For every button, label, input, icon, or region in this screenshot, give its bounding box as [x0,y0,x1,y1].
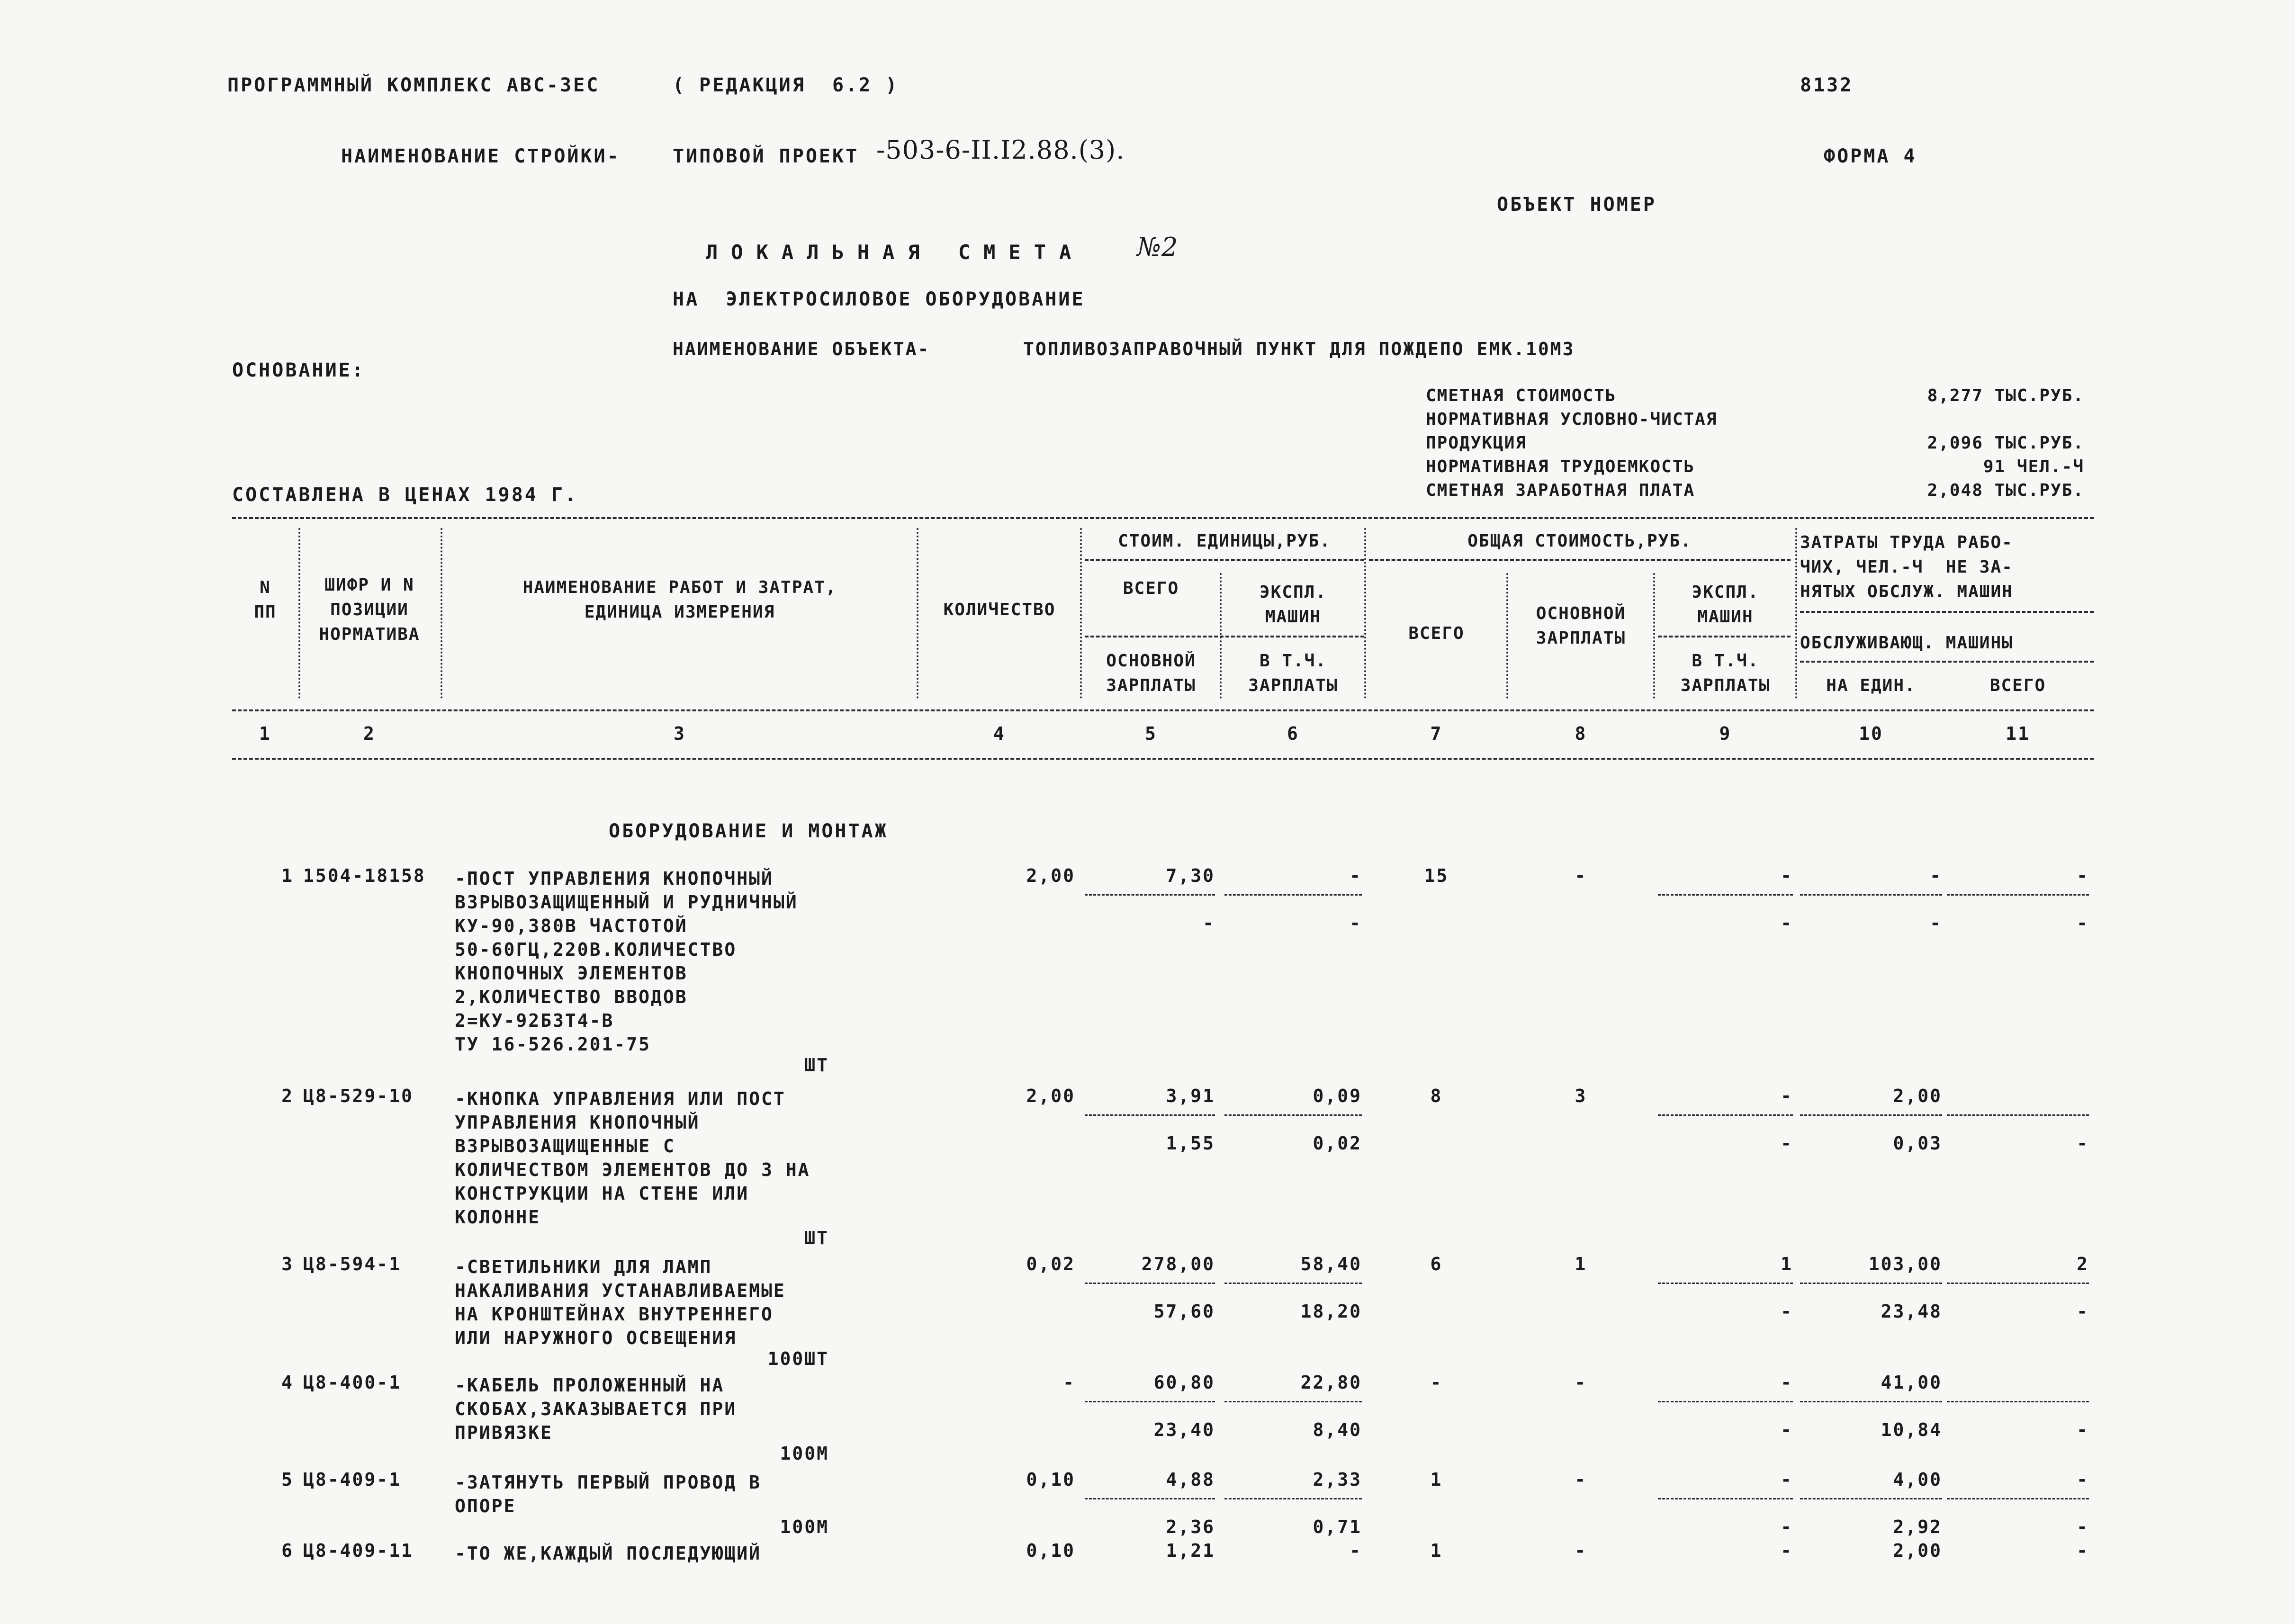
header-col-9a: ЭКСПЛ. МАШИН [1692,583,1759,627]
row-unit-machine-wages: - [1350,913,1362,933]
cell-divider [1085,894,1215,896]
row-total-wages: - [1575,1469,1587,1490]
row-description: -ЗАТЯНУТЬ ПЕРВЫЙ ПРОВОД В ОПОРЕ [455,1472,761,1516]
row-total-machine-wages: - [1781,1301,1793,1322]
row-unit: 100ШТ [767,1348,829,1369]
header-rule-mid [232,709,2094,711]
row-unit-total: 278,00 [1141,1254,1215,1274]
row-total-machine-wages: - [1781,1419,1793,1440]
column-divider [1506,573,1508,699]
row-labor-machine-unit: - [1930,913,1942,933]
row-code: Ц8-409-1 [303,1469,402,1490]
cell-divider [1947,1498,2089,1499]
row-quantity: 0,02 [1026,1254,1075,1274]
cell-divider [1224,1401,1362,1402]
row-total-machines: - [1781,1372,1793,1393]
row-labor-total: - [2077,1540,2089,1561]
cell-divider [1085,1498,1215,1499]
row-total: 1 [1430,1540,1443,1561]
row-quantity: 2,00 [1026,865,1075,886]
header-col-5b: ОСНОВНОЙ ЗАРПЛАТЫ [1106,651,1196,695]
header-rule [1085,559,1364,561]
row-number: 1 [281,865,294,886]
row-labor-total: - [2077,1469,2089,1490]
project-code: -503-6-II.I2.88.(3). [876,135,1125,165]
summary-value: 2,048 ТЫС.РУБ. [1927,481,2084,500]
row-quantity: - [1063,1372,1075,1393]
row-unit-machine-wages: 8,40 [1313,1419,1362,1440]
row-code: Ц8-409-11 [303,1540,414,1561]
row-labor-machine-unit: 10,84 [1881,1419,1942,1440]
header-rule [1369,559,1791,561]
row-labor-machine-total: - [2077,913,2089,933]
row-labor-machine-total: - [2077,1516,2089,1537]
row-unit: ШТ [804,1228,829,1248]
row-code: 1504-18158 [303,865,426,886]
section-title: ОБОРУДОВАНИЕ И МОНТАЖ [609,820,888,842]
row-labor-total: - [2077,865,2089,886]
cell-divider [1658,1283,1793,1284]
row-labor-machine-unit: 23,48 [1881,1301,1942,1322]
row-total: 8 [1430,1086,1443,1106]
column-divider [917,528,918,699]
row-code: Ц8-400-1 [303,1372,402,1393]
row-code: Ц8-529-10 [303,1086,414,1106]
cell-divider [1224,1498,1362,1499]
row-labor-unit: 41,00 [1881,1372,1942,1393]
row-unit-machines: - [1350,1540,1362,1561]
cell-divider [1658,1498,1793,1499]
edition: ( РЕДАКЦИЯ 6.2 ) [673,74,899,96]
cell-divider [1085,1114,1215,1116]
row-unit-wages: 23,40 [1153,1419,1215,1440]
object-number: ОБЪЕКТ НОМЕР [1497,194,1656,215]
column-number: 3 [674,723,686,744]
column-divider [1795,528,1797,699]
header-col-9b: В Т.Ч. ЗАРПЛАТЫ [1680,651,1771,695]
object-label: НАИМЕНОВАНИЕ ОБЪЕКТА- [673,339,930,359]
row-description: -КАБЕЛЬ ПРОЛОЖЕННЫЙ НА СКОБАХ,ЗАКАЗЫВАЕТСЯ ПРИ ПРИВЯЗКЕ [455,1375,737,1443]
header-col-6a: ЭКСПЛ. МАШИН [1259,583,1327,627]
cell-divider [1085,1283,1215,1284]
row-total-machine-wages: - [1781,1516,1793,1537]
row-labor-machine-total: - [2077,1419,2089,1440]
cell-divider [1800,1283,1942,1284]
row-unit-wages: - [1203,913,1215,933]
row-unit-machines: 58,40 [1300,1254,1362,1274]
cell-divider [1658,1401,1793,1402]
header-unit-cost: СТОИМ. ЕДИНИЦЫ,РУБ. [1118,531,1331,551]
row-unit-machine-wages: 0,02 [1313,1133,1362,1154]
row-total-machines: - [1781,1540,1793,1561]
row-unit: 100М [780,1516,829,1537]
cell-divider [1658,1114,1793,1116]
row-number: 4 [281,1372,294,1393]
row-description: -ТО ЖЕ,КАЖДЫЙ ПОСЛЕДУЮЩИЙ [455,1543,761,1564]
row-labor-machine-unit: 0,03 [1893,1133,1942,1154]
row-unit-total: 1,21 [1166,1540,1215,1561]
row-description: -ПОСТ УПРАВЛЕНИЯ КНОПОЧНЫЙ ВЗРЫВОЗАЩИЩЕННЫЙ И РУДНИЧНЫЙ КУ-90,380В ЧАСТОТОЙ 50-60ГЦ,220В.КОЛИЧЕСТВО КНОПОЧНЫХ ЭЛЕМЕНТОВ 2,КОЛИЧЕСТВО ВВОДОВ 2=КУ-92Б3Т4-В ТУ 16-526.201-75 [455,868,798,1055]
row-unit-wages: 2,36 [1166,1516,1215,1537]
row-number: 3 [281,1254,294,1274]
row-total: - [1430,1372,1443,1393]
column-number: 8 [1575,723,1587,744]
header-labor: ЗАТРАТЫ ТРУДА РАБО- ЧИХ, ЧЕЛ.-Ч НЕ ЗА- НЯТЫХ ОБСЛУЖ. МАШИН [1800,533,2013,601]
summary-value: 91 ЧЕЛ.-Ч [1983,457,2084,476]
row-unit-wages: 1,55 [1166,1133,1215,1154]
cell-divider [1800,1114,1942,1116]
header-rule [1085,636,1364,637]
column-number: 2 [363,723,376,744]
row-name-value: ТИПОВОЙ ПРОЕКТ [673,145,859,167]
row-number: 6 [281,1540,294,1561]
basis-label: ОСНОВАНИЕ: [232,359,365,381]
header-col-8: ОСНОВНОЙ ЗАРПЛАТЫ [1536,604,1626,648]
summary-value: 8,277 ТЫС.РУБ. [1927,386,2084,405]
header-col-10: НА ЕДИН. [1826,676,1916,695]
row-total-machines: 1 [1781,1254,1793,1274]
summary-label: НОРМАТИВНАЯ ТРУДОЕМКОСТЬ [1426,457,1695,476]
column-number: 10 [1859,723,1883,744]
row-total-wages: 1 [1575,1254,1587,1274]
row-code: Ц8-594-1 [303,1254,402,1274]
row-quantity: 0,10 [1026,1540,1075,1561]
row-labor-unit: 4,00 [1893,1469,1942,1490]
row-total-machine-wages: - [1781,1133,1793,1154]
document-subtitle: НА ЭЛЕКТРОСИЛОВОЕ ОБОРУДОВАНИЕ [673,288,1085,310]
header-col-1: N ПП [254,578,277,622]
cell-divider [1658,894,1793,896]
row-total: 1 [1430,1469,1443,1490]
cell-divider [1947,1283,2089,1284]
row-labor-unit: - [1930,865,1942,886]
form-label: ФОРМА 4 [1824,145,1917,167]
row-total-machines: - [1781,1469,1793,1490]
column-divider [298,528,300,699]
column-divider [1653,573,1655,699]
header-total-cost: ОБЩАЯ СТОИМОСТЬ,РУБ. [1467,531,1692,551]
header-col-7: ВСЕГО [1408,624,1465,643]
row-unit: 100М [780,1443,829,1464]
cell-divider [1947,894,2089,896]
cell-divider [1085,1401,1215,1402]
row-total-wages: 3 [1575,1086,1587,1106]
cell-divider [1800,1401,1942,1402]
row-name-label: НАИМЕНОВАНИЕ СТРОЙКИ- [341,145,621,167]
row-unit-wages: 57,60 [1153,1301,1215,1322]
row-quantity: 2,00 [1026,1086,1075,1106]
column-number: 11 [2006,723,2030,744]
summary-label: СМЕТНАЯ ЗАРАБОТНАЯ ПЛАТА [1426,481,1695,500]
header-col-2: ШИФР И N ПОЗИЦИИ НОРМАТИВА [319,575,420,644]
header-col-3: НАИМЕНОВАНИЕ РАБОТ И ЗАТРАТ, ЕДИНИЦА ИЗМЕРЕНИЯ [522,578,837,622]
row-unit-total: 60,80 [1153,1372,1215,1393]
document-title: ЛОКАЛЬНАЯ СМЕТА [706,241,1085,264]
row-labor-unit: 2,00 [1893,1086,1942,1106]
summary-label: НОРМАТИВНАЯ УСЛОВНО-ЧИСТАЯ [1426,410,1718,429]
row-total-wages: - [1575,1372,1587,1393]
summary-label: СМЕТНАЯ СТОИМОСТЬ [1426,386,1617,405]
program-name: ПРОГРАММНЫЙ КОМПЛЕКС АВС-3ЕС [227,74,600,96]
row-unit: ШТ [804,1055,829,1076]
column-number: 7 [1430,723,1443,744]
row-labor-unit: 103,00 [1868,1254,1942,1274]
row-description: -КНОПКА УПРАВЛЕНИЯ ИЛИ ПОСТ УПРАВЛЕНИЯ КНОПОЧНЫЙ ВЗРЫВОЗАЩИЩЕННЫЕ С КОЛИЧЕСТВОМ ЭЛЕМЕНТОВ ДО 3 НА КОНСТРУКЦИИ НА СТЕНЕ ИЛИ КОЛОННЕ [455,1088,810,1228]
row-number: 5 [281,1469,294,1490]
column-divider [1080,528,1082,699]
header-rule-top [232,517,2094,519]
row-total-machine-wages: - [1781,913,1793,933]
page-number: 8132 [1800,74,1854,96]
header-col-6b: В Т.Ч. ЗАРПЛАТЫ [1248,651,1338,695]
row-unit-machines: 2,33 [1313,1469,1362,1490]
row-total: 15 [1424,865,1449,886]
cell-divider [1800,894,1942,896]
summary-value: 2,096 ТЫС.РУБ. [1927,433,2084,453]
row-description: -СВЕТИЛЬНИКИ ДЛЯ ЛАМП НАКАЛИВАНИЯ УСТАНАВЛИВАЕМЫЕ НА КРОНШТЕЙНАХ ВНУТРЕННЕГО ИЛИ НАРУЖНОГО ОСВЕЩЕНИЯ [455,1256,786,1348]
row-quantity: 0,10 [1026,1469,1075,1490]
row-total-machines: - [1781,865,1793,886]
header-rule-bottom [232,758,2094,760]
header-rule [1800,611,2094,613]
row-unit-total: 3,91 [1166,1086,1215,1106]
cell-divider [1224,894,1362,896]
row-labor-machine-total: - [2077,1133,2089,1154]
column-divider [1364,528,1366,699]
row-labor-machine-unit: 2,92 [1893,1516,1942,1537]
row-unit-machines: - [1350,865,1362,886]
row-labor-machine-total: - [2077,1301,2089,1322]
row-total-wages: - [1575,865,1587,886]
column-number: 1 [259,723,271,744]
column-divider [441,528,442,699]
row-unit-total: 7,30 [1166,865,1215,886]
row-number: 2 [281,1086,294,1106]
column-number: 6 [1287,723,1299,744]
row-labor-unit: 2,00 [1893,1540,1942,1561]
prices-note: СОСТАВЛЕНА В ЦЕНАХ 1984 Г. [232,484,578,506]
row-labor-total: 2 [2077,1254,2089,1274]
header-rule [1658,636,1791,637]
summary-label: ПРОДУКЦИЯ [1426,433,1527,453]
cell-divider [1800,1498,1942,1499]
cell-divider [1947,1401,2089,1402]
row-total-machines: - [1781,1086,1793,1106]
row-unit-total: 4,88 [1166,1469,1215,1490]
row-unit-machines: 0,09 [1313,1086,1362,1106]
column-number: 5 [1145,723,1157,744]
cell-divider [1224,1283,1362,1284]
row-total-wages: - [1575,1540,1587,1561]
cell-divider [1947,1114,2089,1116]
cell-divider [1224,1114,1362,1116]
column-number: 4 [993,723,1006,744]
column-number: 9 [1719,723,1732,744]
object-value: ТОПЛИВОЗАПРАВОЧНЫЙ ПУНКТ ДЛЯ ПОЖДЕПО ЕМК.10М3 [1023,339,1575,359]
header-col-4: КОЛИЧЕСТВО [943,600,1056,619]
header-rule [1800,661,2094,663]
row-unit-machine-wages: 18,20 [1300,1301,1362,1322]
row-total: 6 [1430,1254,1443,1274]
header-col-5a: ВСЕГО [1123,579,1179,598]
header-col-11: ВСЕГО [1989,676,2046,695]
row-unit-machines: 22,80 [1300,1372,1362,1393]
header-labor-b: ОБСЛУЖИВАЮЩ. МАШИНЫ [1800,633,2013,653]
document-title-number: №2 [1137,232,1179,262]
row-unit-machine-wages: 0,71 [1313,1516,1362,1537]
